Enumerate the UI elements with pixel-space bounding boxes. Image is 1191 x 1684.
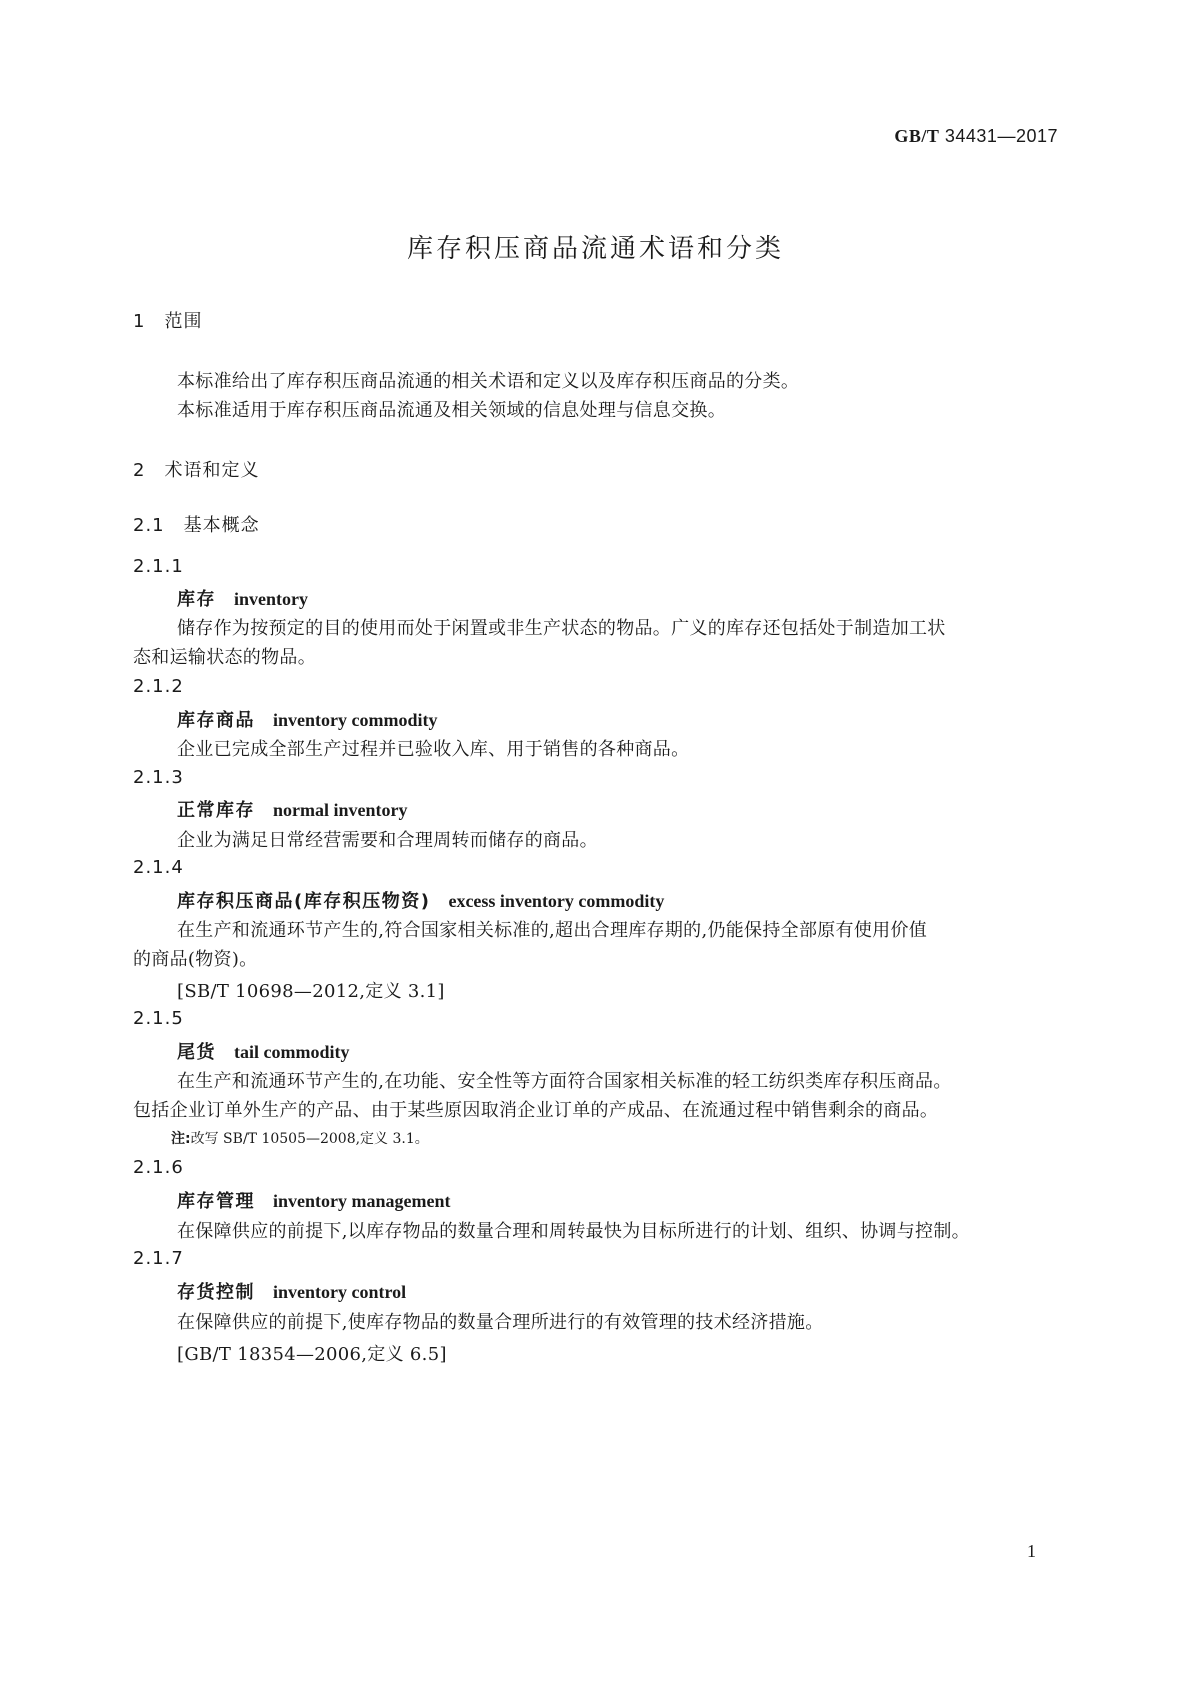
term-zh: 库存积压商品(库存积压物资) xyxy=(177,891,431,912)
term-zh: 库存商品 xyxy=(177,710,255,731)
section-1-heading: 1 范围 xyxy=(133,311,203,332)
term-zh: 尾货 xyxy=(177,1042,216,1063)
term-number: 2.1.3 xyxy=(133,767,184,788)
standard-prefix: GB/T xyxy=(894,126,940,146)
term-en: inventory control xyxy=(273,1282,407,1302)
term-definition-line: 企业为满足日常经营需要和合理周转而储存的商品。 xyxy=(177,830,598,851)
note-text: 改写 SB/T 10505—2008,定义 3.1。 xyxy=(190,1131,429,1147)
note-label: 注: xyxy=(171,1131,191,1147)
section-1-paragraph-1: 本标准给出了库存积压商品流通的相关术语和定义以及库存积压商品的分类。 xyxy=(177,371,800,392)
term-definition-line: 包括企业订单外生产的产品、由于某些原因取消企业订单的产成品、在流通过程中销售剩余的商品。 xyxy=(133,1100,939,1121)
term-en: inventory commodity xyxy=(273,710,438,730)
term-en: inventory xyxy=(234,589,308,609)
term-zh: 库存 xyxy=(177,589,216,610)
term-definition-line: 在生产和流通环节产生的,符合国家相关标准的,超出合理库存期的,仍能保持全部原有使用价值 xyxy=(177,920,928,941)
term-source: [SB/T 10698—2012,定义 3.1] xyxy=(177,981,445,1002)
term-definition-line: 在保障供应的前提下,使库存物品的数量合理所进行的有效管理的技术经济措施。 xyxy=(177,1312,824,1333)
term-definition-line: 的商品(物资)。 xyxy=(133,949,258,970)
term-definition-line: 企业已完成全部生产过程并已验收入库、用于销售的各种商品。 xyxy=(177,739,690,760)
term-number: 2.1.7 xyxy=(133,1248,184,1269)
term-heading xyxy=(177,706,437,732)
term-heading xyxy=(177,1038,349,1064)
term-heading xyxy=(177,887,664,913)
term-heading xyxy=(177,796,408,822)
term-number: 2.1.4 xyxy=(133,857,184,878)
term-en: excess inventory commodity xyxy=(448,891,665,911)
term-en: inventory management xyxy=(273,1191,451,1211)
term-heading xyxy=(177,585,308,611)
page-number: 1 xyxy=(1027,1541,1036,1561)
section-1-paragraph-2: 本标准适用于库存积压商品流通及相关领域的信息处理与信息交换。 xyxy=(177,400,726,421)
term-note xyxy=(171,1128,429,1148)
term-heading xyxy=(177,1278,406,1304)
term-number: 2.1.5 xyxy=(133,1008,184,1029)
standard-number: 34431—2017 xyxy=(944,126,1058,146)
section-2-heading: 2 术语和定义 xyxy=(133,460,260,481)
term-zh: 库存管理 xyxy=(177,1191,255,1212)
standard-code xyxy=(894,126,1058,147)
term-zh: 正常库存 xyxy=(177,800,255,821)
term-definition-line: 态和运输状态的物品。 xyxy=(133,647,316,668)
document-title: 库存积压商品流通术语和分类 xyxy=(406,234,784,264)
term-definition-line: 在生产和流通环节产生的,在功能、安全性等方面符合国家相关标准的轻工纺织类库存积压商品。 xyxy=(177,1071,952,1092)
term-en: tail commodity xyxy=(234,1042,350,1062)
term-source: [GB/T 18354—2006,定义 6.5] xyxy=(177,1344,447,1365)
section-2-1-heading: 2.1 基本概念 xyxy=(133,515,260,536)
term-definition-line: 储存作为按预定的目的使用而处于闲置或非生产状态的物品。广义的库存还包括处于制造加工状 xyxy=(177,618,946,639)
term-en: normal inventory xyxy=(273,800,408,820)
term-number: 2.1.2 xyxy=(133,676,184,697)
term-number: 2.1.1 xyxy=(133,556,184,577)
term-number: 2.1.6 xyxy=(133,1157,184,1178)
term-zh: 存货控制 xyxy=(177,1282,255,1303)
term-definition-line: 在保障供应的前提下,以库存物品的数量合理和周转最快为目标所进行的计划、组织、协调与控制。 xyxy=(177,1221,970,1242)
term-heading xyxy=(177,1187,450,1213)
